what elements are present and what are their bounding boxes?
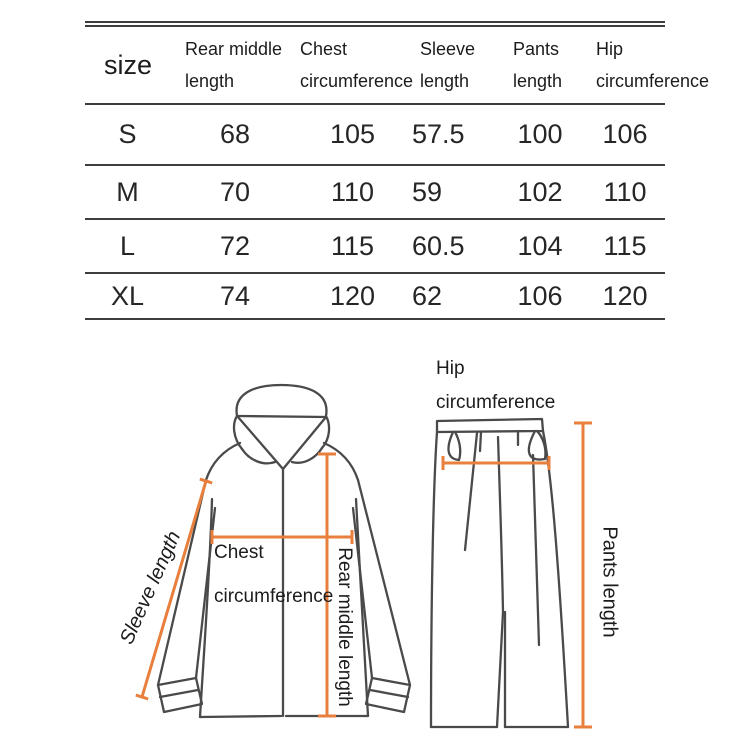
cell-size: XL bbox=[110, 280, 145, 311]
cell-value: 106 bbox=[517, 280, 563, 311]
pants-belt-loop bbox=[480, 432, 481, 451]
table-row-l bbox=[85, 220, 665, 274]
pants-waistband bbox=[437, 419, 543, 432]
jacket-right-cuff-seam bbox=[370, 690, 408, 697]
cell-value: 120 bbox=[329, 280, 376, 311]
jacket-right-sleeve-inner bbox=[353, 508, 372, 678]
cell-value: 62 bbox=[412, 280, 443, 311]
col-header-size: size bbox=[104, 50, 153, 80]
cell-value: 110 bbox=[603, 176, 647, 207]
cell-value: 74 bbox=[219, 280, 251, 311]
cell-value: 70 bbox=[219, 176, 251, 207]
cell-value: 60.5 bbox=[412, 230, 465, 261]
col-header-rear-middle: Rear middle length bbox=[185, 39, 283, 91]
jacket-left-side bbox=[200, 499, 212, 717]
pants-outline bbox=[431, 419, 568, 727]
table-header-row bbox=[85, 21, 710, 105]
cell-value: 59 bbox=[412, 176, 443, 207]
cell-value: 110 bbox=[330, 176, 375, 207]
cell-size: L bbox=[119, 230, 136, 261]
cell-value: 72 bbox=[219, 230, 251, 261]
col-header-chest: Chest circumference bbox=[300, 39, 414, 91]
pants-length-label: Pants length bbox=[598, 526, 621, 638]
cell-value: 115 bbox=[603, 230, 647, 261]
table-row-m bbox=[85, 166, 665, 220]
pants-left-outer bbox=[431, 432, 437, 727]
cell-value: 100 bbox=[517, 119, 563, 149]
cell-value: 106 bbox=[602, 119, 648, 149]
cell-value: 120 bbox=[602, 280, 648, 311]
jacket-hood-brim bbox=[237, 416, 326, 417]
pants-left-pleat bbox=[465, 433, 477, 550]
cell-value: 68 bbox=[219, 119, 251, 149]
chest-circumference-label: Chest circumference bbox=[214, 542, 334, 607]
measurement-lines bbox=[136, 423, 592, 727]
cell-value: 115 bbox=[330, 230, 375, 261]
cell-value: 105 bbox=[329, 119, 376, 149]
cell-size: S bbox=[118, 119, 137, 149]
pants-left-inner bbox=[497, 612, 503, 727]
col-header-pants: Pants length bbox=[513, 39, 563, 91]
jacket-collar-right bbox=[292, 448, 322, 463]
jacket-collar-left bbox=[242, 449, 275, 463]
cell-value: 102 bbox=[517, 176, 563, 207]
jacket-hood-opening bbox=[238, 417, 326, 469]
hip-circumference-label: Hip circumference bbox=[436, 358, 556, 413]
table-row-s bbox=[85, 105, 665, 166]
cell-value: 57.5 bbox=[412, 119, 465, 149]
jacket-right-side bbox=[356, 499, 368, 716]
garment-measure-diagram bbox=[0, 340, 750, 750]
cell-size: M bbox=[116, 176, 139, 207]
table-row-xl bbox=[85, 274, 665, 320]
pants-right-crease bbox=[533, 455, 539, 645]
size-table bbox=[85, 21, 710, 320]
pants-right-outer bbox=[543, 431, 568, 727]
pants-left-pocket bbox=[448, 432, 460, 460]
col-header-sleeve: Sleeve length bbox=[420, 39, 476, 91]
cell-value: 104 bbox=[517, 230, 563, 261]
col-header-hip: Hip circumference bbox=[596, 39, 710, 91]
rear-middle-length-label: Rear middle length bbox=[334, 547, 355, 707]
jacket-left-cuff-seam bbox=[160, 690, 198, 697]
pants-length-measure-line bbox=[574, 423, 592, 727]
sleeve-length-label: Sleeve length bbox=[115, 527, 186, 648]
